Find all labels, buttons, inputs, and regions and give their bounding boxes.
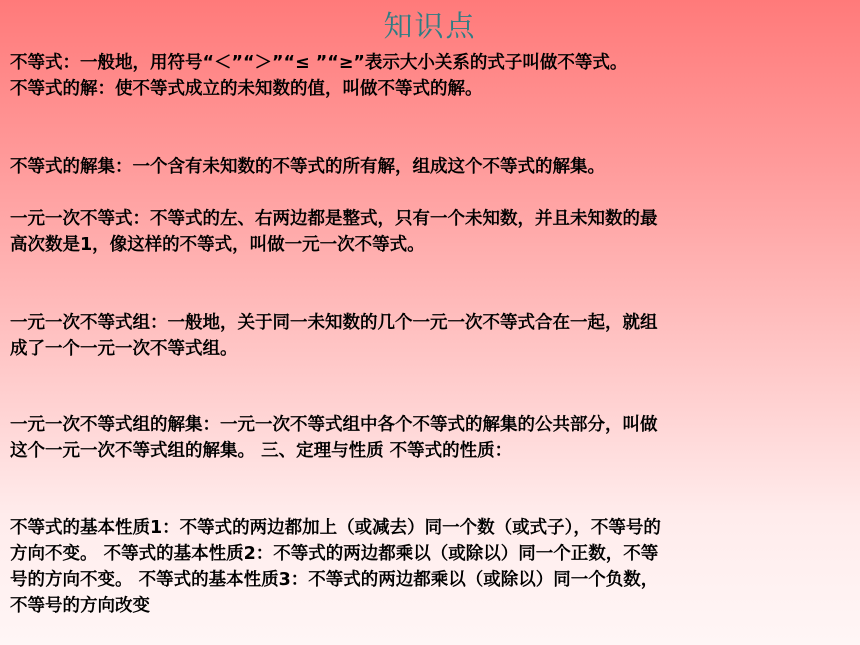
text-line: 高次数是1，像这样的不等式，叫做一元一次不等式。	[10, 235, 425, 255]
slide-title: 知识点	[383, 9, 477, 43]
text-line: 不等式的解：使不等式成立的未知数的值，叫做不等式的解。	[10, 79, 483, 99]
text-line: 不等式：一般地，用符号“＜”“＞”“≤ ”“≥”表示大小关系的式子叫做不等式。	[10, 53, 628, 73]
text-line: 号的方向不变。 不等式的基本性质3：不等式的两边都乘以（或除以）同一个负数，	[10, 570, 659, 590]
text-line: 方向不变。 不等式的基本性质2：不等式的两边都乘以（或除以）同一个正数，不等	[10, 544, 659, 564]
text-line: 不等式的解集：一个含有未知数的不等式的所有解，组成这个不等式的解集。	[10, 157, 605, 177]
paragraph-linear-inequality	[10, 206, 840, 258]
text-line: 这个一元一次不等式组的解集。 三、定理与性质 不等式的性质：	[10, 441, 513, 461]
paragraph-inequality-system	[10, 310, 840, 362]
text-line: 不等号的方向改变	[10, 596, 150, 616]
text-line: 一元一次不等式组的解集：一元一次不等式组中各个不等式的解集的公共部分，叫做	[10, 415, 658, 435]
paragraph-inequality-definition	[10, 50, 840, 102]
paragraph-solution-set	[10, 154, 840, 180]
paragraph-basic-properties	[10, 515, 840, 619]
text-line: 一元一次不等式组：一般地，关于同一未知数的几个一元一次不等式合在一起，就组	[10, 313, 658, 333]
text-line: 不等式的基本性质1：不等式的两边都加上（或减去）同一个数（或式子），不等号的	[10, 518, 661, 538]
text-line: 一元一次不等式：不等式的左、右两边都是整式，只有一个未知数，并且未知数的最	[10, 209, 658, 229]
paragraph-system-solution-set	[10, 412, 840, 464]
text-line: 成了一个一元一次不等式组。	[10, 339, 238, 359]
